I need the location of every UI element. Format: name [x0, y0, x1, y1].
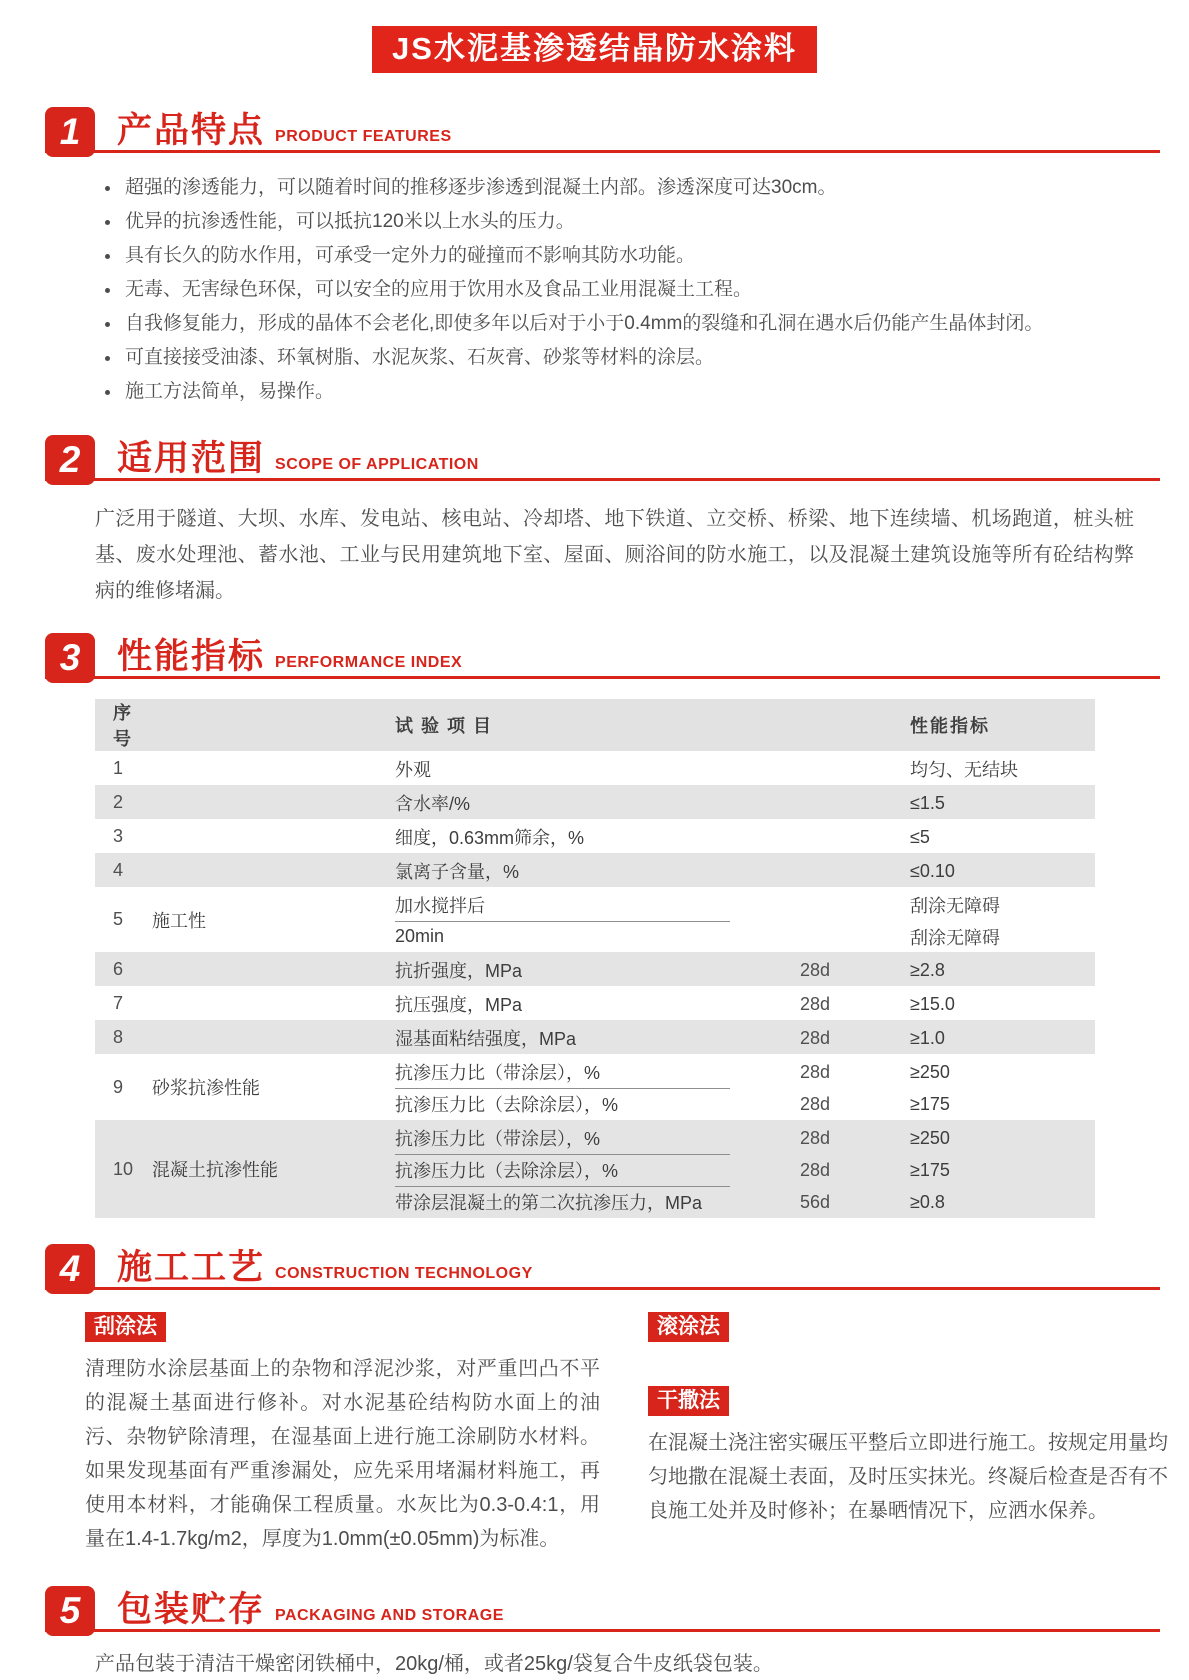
table-subrow [395, 986, 1095, 1020]
column-header-item: 试验项目 [395, 716, 499, 737]
cell-age: 28d [800, 1159, 831, 1180]
cell-index-value: ≥1.0 [910, 1027, 945, 1048]
cell-age: 28d [800, 1061, 831, 1082]
cell-test-item: 带涂层混凝土的第二次抗渗压力，MPa [395, 1193, 703, 1214]
table-subrow [395, 853, 1095, 887]
cell-subrows [395, 751, 1095, 785]
feature-item: 施工方法简单，易操作。 [103, 375, 1149, 409]
column-header-no: 序号 [113, 703, 133, 750]
construction-methods [85, 1312, 1168, 1556]
cell-subrows [395, 1020, 1095, 1054]
cell-age: 28d [800, 959, 831, 980]
section-number-badge: 2 [45, 435, 95, 485]
section-title-en: PERFORMANCE INDEX [275, 654, 463, 672]
cell-age: 28d [800, 1127, 831, 1148]
spacer [0, 1556, 1189, 1586]
cell-subrows [395, 1120, 1095, 1218]
cell-age: 28d [800, 1093, 831, 1114]
cell-no: 6 [113, 958, 124, 979]
section-header-performance [45, 633, 1160, 679]
cell-no: 2 [113, 791, 124, 812]
table-subrow [395, 1154, 1095, 1186]
cell-no: 9 [113, 1076, 124, 1097]
feature-item: 优异的抗渗透性能，可以抵抗120米以上水头的压力。 [103, 205, 1149, 239]
cell-category: 砂浆抗渗性能 [152, 1078, 260, 1099]
section-title-zh: 施工工艺 [117, 1248, 266, 1288]
section-title-en: CONSTRUCTION TECHNOLOGY [275, 1265, 533, 1283]
cell-index-value: ≥175 [910, 1159, 950, 1180]
cell-category: 施工性 [152, 910, 206, 931]
title-banner-wrap [0, 0, 1189, 73]
table-subrow [395, 1054, 1095, 1088]
feature-item: 可直接接受油漆、环氧树脂、水泥灰浆、石灰膏、砂浆等材料的涂层。 [103, 341, 1149, 375]
cell-test-item: 加水搅拌后 [395, 889, 800, 921]
table-subrow [395, 785, 1095, 819]
cell-index-value: ≥2.8 [910, 959, 945, 980]
table-subrow [395, 751, 1095, 785]
spacer [0, 73, 1189, 107]
spacer [0, 409, 1189, 435]
table-row [95, 1120, 1095, 1218]
feature-list [103, 171, 1149, 409]
cell-no: 1 [113, 757, 124, 778]
cell-no: 7 [113, 992, 124, 1013]
cell-test-item: 细度，0.63mm筛余，% [395, 828, 585, 849]
section-title-zh: 包装贮存 [117, 1590, 266, 1630]
table-body [95, 751, 1095, 1218]
cell-index-value: ≤0.10 [910, 860, 955, 881]
cell-test-item: 抗渗压力比（带涂层），% [395, 1122, 800, 1154]
table-subrow [395, 921, 1095, 952]
performance-table [95, 699, 1095, 1218]
method-column-left [85, 1312, 600, 1556]
method-badge-scrape: 刮涂法 [85, 1312, 166, 1342]
cell-test-item: 氯离子含量，% [395, 862, 520, 883]
cell-test-item: 抗折强度，MPa [395, 961, 523, 982]
section-header-construction [45, 1244, 1160, 1290]
table-row [95, 1054, 1095, 1120]
table-subrow [395, 952, 1095, 986]
table-row [95, 785, 1095, 819]
cell-index-value: 均匀、无结块 [910, 760, 1018, 781]
feature-item: 自我修复能力，形成的晶体不会老化,即使多年以后对于小于0.4mm的裂缝和孔洞在遇水后仍能产生晶体封闭。 [103, 307, 1149, 341]
cell-test-item: 20min [395, 926, 445, 947]
cell-index-value: ≥15.0 [910, 993, 955, 1014]
cell-no: 3 [113, 825, 124, 846]
spacer [0, 1218, 1189, 1244]
cell-test-item: 湿基面粘结强度，MPa [395, 1029, 577, 1050]
cell-age: 28d [800, 1027, 831, 1048]
cell-index-value: ≤1.5 [910, 792, 945, 813]
section-number-badge: 5 [45, 1586, 95, 1636]
cell-subrows [395, 785, 1095, 819]
cell-subrows [395, 819, 1095, 853]
section-title-en: SCOPE OF APPLICATION [275, 456, 479, 474]
cell-no: 5 [113, 909, 124, 930]
method-body-scrape: 清理防水涂层基面上的杂物和浮泥沙浆，对严重凹凸不平的混凝土基面进行修补。对水泥基砼结构防水面上的油污、杂物铲除清理，在湿基面上进行施工涂刷防水材料。如果发现基面有严重渗漏处，应先采用堵漏材料施工，再使用本材料，才能确保工程质量。水灰比为0.3-0.4:1，用量在1.4-1.7kg/m2，厚度为1.0mm(±0.05mm)为标准。 [85, 1358, 600, 1551]
table-row [95, 986, 1095, 1020]
method-body-drysprinkle: 在混凝土浇注密实碾压平整后立即进行施工。按规定用量均匀地撒在混凝土表面，及时压实抹光。终凝后检查是否有不良施工处并及时修补；在暴晒情况下，应洒水保养。 [648, 1432, 1168, 1523]
section-title-zh: 适用范围 [117, 439, 266, 479]
table-row [95, 853, 1095, 887]
cell-no: 8 [113, 1026, 124, 1047]
cell-subrows [395, 986, 1095, 1020]
table-row [95, 952, 1095, 986]
table-row [95, 751, 1095, 785]
table-subrow [395, 1186, 1095, 1218]
section-header-features [45, 107, 1160, 153]
table-subrow [395, 887, 1095, 921]
spacer [648, 1342, 1168, 1386]
cell-age: 28d [800, 993, 831, 1014]
feature-item: 具有长久的防水作用，可承受一定外力的碰撞而不影响其防水功能。 [103, 239, 1149, 273]
cell-test-item: 抗渗压力比（去除涂层），% [395, 1154, 800, 1186]
cell-test-item: 抗渗压力比（带涂层），% [395, 1056, 800, 1088]
spacer [0, 609, 1189, 633]
packaging-paragraph: 产品包装于清洁干燥密闭铁桶中，20kg/桶，或者25kg/袋复合牛皮纸袋包装。 [95, 1653, 773, 1676]
section-header-packaging [45, 1586, 1160, 1632]
cell-subrows [395, 853, 1095, 887]
section-number-badge: 4 [45, 1244, 95, 1294]
table-subrow [395, 1120, 1095, 1154]
cell-subrows [395, 952, 1095, 986]
cell-index-value: ≥250 [910, 1127, 950, 1148]
method-badge-roll: 滚涂法 [648, 1312, 729, 1342]
cell-index-value: ≥250 [910, 1061, 950, 1082]
cell-no: 10 [113, 1158, 134, 1179]
section-number-badge: 3 [45, 633, 95, 683]
feature-item: 超强的渗透能力，可以随着时间的推移逐步渗透到混凝土内部。渗透深度可达30cm。 [103, 171, 1149, 205]
cell-no: 4 [113, 859, 124, 880]
cell-index-value: 刮涂无障碍 [910, 927, 1000, 948]
cell-index-value: ≥175 [910, 1093, 950, 1114]
section-title-en: PACKAGING AND STORAGE [275, 1607, 504, 1625]
method-column-right [648, 1312, 1168, 1556]
cell-test-item: 抗压强度，MPa [395, 995, 523, 1016]
scope-paragraph: 广泛用于隧道、大坝、水库、发电站、核电站、冷却塔、地下铁道、立交桥、桥梁、地下连续墙、机场跑道，桩头桩基、废水处理池、蓄水池、工业与民用建筑地下室、屋面、厕浴间的防水施工，以及混凝土建筑设施等所有砼结构弊病的维修堵漏。 [95, 508, 1134, 603]
table-subrow [395, 1088, 1095, 1120]
table-row [95, 1020, 1095, 1054]
column-header-index: 性能指标 [910, 716, 990, 737]
table-header-row [95, 699, 1095, 751]
cell-category: 混凝土抗渗性能 [152, 1160, 278, 1181]
cell-subrows [395, 887, 1095, 952]
column-header-rest [395, 712, 1095, 738]
table-row [95, 819, 1095, 853]
page-title: JS水泥基渗透结晶防水涂料 [372, 26, 817, 73]
table-subrow [395, 819, 1095, 853]
section-header-scope [45, 435, 1160, 481]
cell-test-item: 含水率/% [395, 794, 471, 815]
cell-test-item: 外观 [395, 760, 431, 781]
table-subrow [395, 1020, 1095, 1054]
feature-item: 无毒、无害绿色环保，可以安全的应用于饮用水及食品工业用混凝土工程。 [103, 273, 1149, 307]
cell-age: 56d [800, 1191, 831, 1212]
section-title-zh: 产品特点 [117, 111, 266, 151]
cell-index-value: ≤5 [910, 826, 930, 847]
cell-index-value: ≥0.8 [910, 1191, 945, 1212]
cell-subrows [395, 1054, 1095, 1120]
section-title-en: PRODUCT FEATURES [275, 128, 452, 146]
section-number-badge: 1 [45, 107, 95, 157]
section-title-zh: 性能指标 [117, 637, 266, 677]
cell-test-item: 抗渗压力比（去除涂层），% [395, 1095, 619, 1116]
method-badge-drysprinkle: 干撒法 [648, 1386, 729, 1416]
cell-index-value: 刮涂无障碍 [910, 896, 1000, 917]
table-row [95, 887, 1095, 952]
